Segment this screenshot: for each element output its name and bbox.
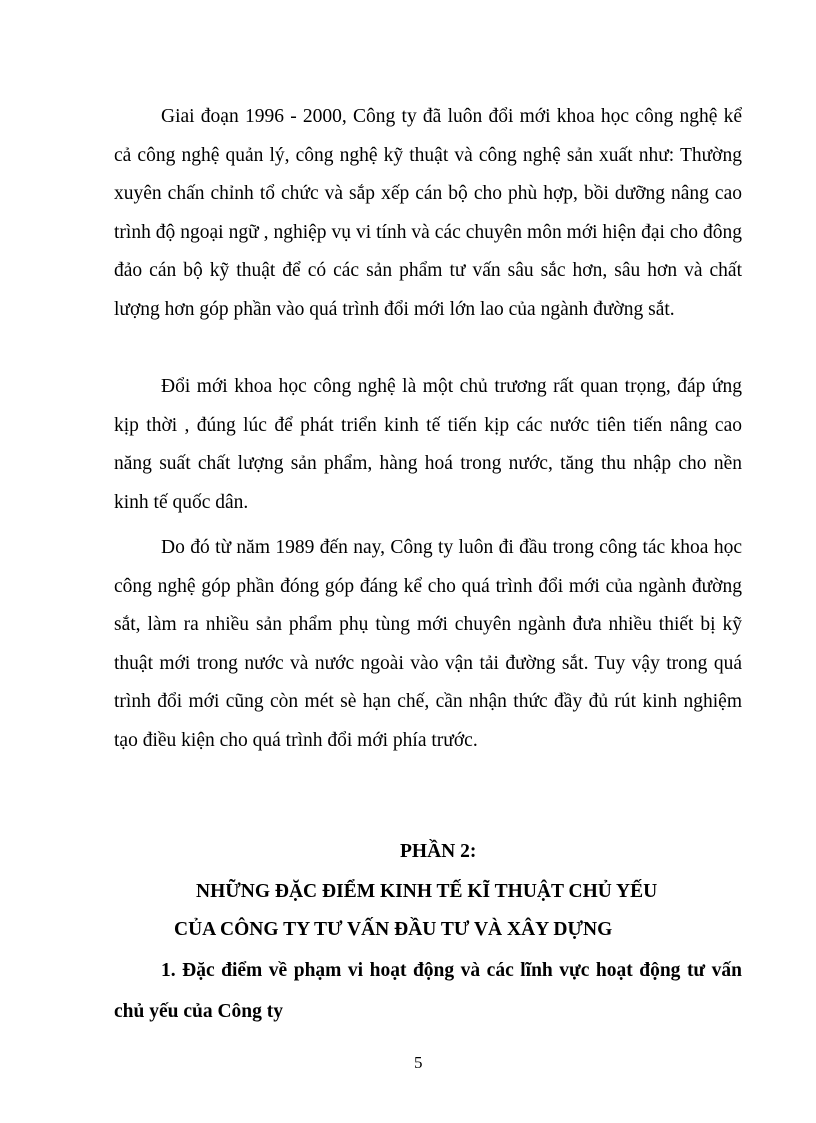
part-title-line-1: NHỮNG ĐẶC ĐIỂM KINH TẾ KĨ THUẬT CHỦ YẾU [196, 881, 658, 902]
section-heading: 1. Đặc điểm về phạm vi hoạt động và các lĩnh vực hoạt động tư vấn chủ yếu của Công ty [114, 960, 742, 1022]
body-paragraph: Giai đoạn 1996 - 2000, Công ty đã luôn đổi mới khoa học công nghệ kể cả công nghệ quản lý, công nghệ kỹ thuật và công nghệ sản xuất như: Thường xuyên chấn chỉnh tổ chức và sắp xếp cán bộ cho phù hợp, bồi dưỡng nâng cao trình độ ngoại ngữ , nghiệp vụ vi tính và các chuyên môn mới hiện đại cho đông đảo cán bộ kỹ thuật để có các sản phẩm tư vấn sâu sắc hơn, sâu hơn và chất lượng hơn góp phần vào quá trình đổi mới lớn lao của ngành đường sắt. [114, 106, 742, 320]
part-title-line-2: CỦA CÔNG TY TƯ VẤN ĐẦU TƯ VÀ XÂY DỰNG [174, 919, 613, 940]
page-number: 5 [414, 1053, 423, 1072]
body-paragraph: Đổi mới khoa học công nghệ là một chủ trương rất quan trọng, đáp ứng kịp thời , đúng lúc để phát triển kinh tế tiến kịp các nước tiên tiến nâng cao năng suất chất lượng sản phẩm, hàng hoá trong nước, tăng thu nhập cho nền kinh tế quốc dân. [114, 376, 742, 513]
part-heading: PHẦN 2: [400, 841, 477, 862]
body-paragraph: Do đó từ năm 1989 đến nay, Công ty luôn đi đầu trong công tác khoa học công nghệ góp phần đóng góp đáng kể cho quá trình đổi mới của ngành đường sắt, làm ra nhiều sản phẩm phụ tùng mới chuyên ngành đưa nhiều thiết bị kỹ thuật mới trong nước và nước ngoài vào vận tải đường sắt. Tuy vậy trong quá trình đổi mới cũng còn mét sè hạn chế, cần nhận thức đầy đủ rút kinh nghiệm tạo điều kiện cho quá trình đổi mới phía trước. [114, 537, 742, 751]
